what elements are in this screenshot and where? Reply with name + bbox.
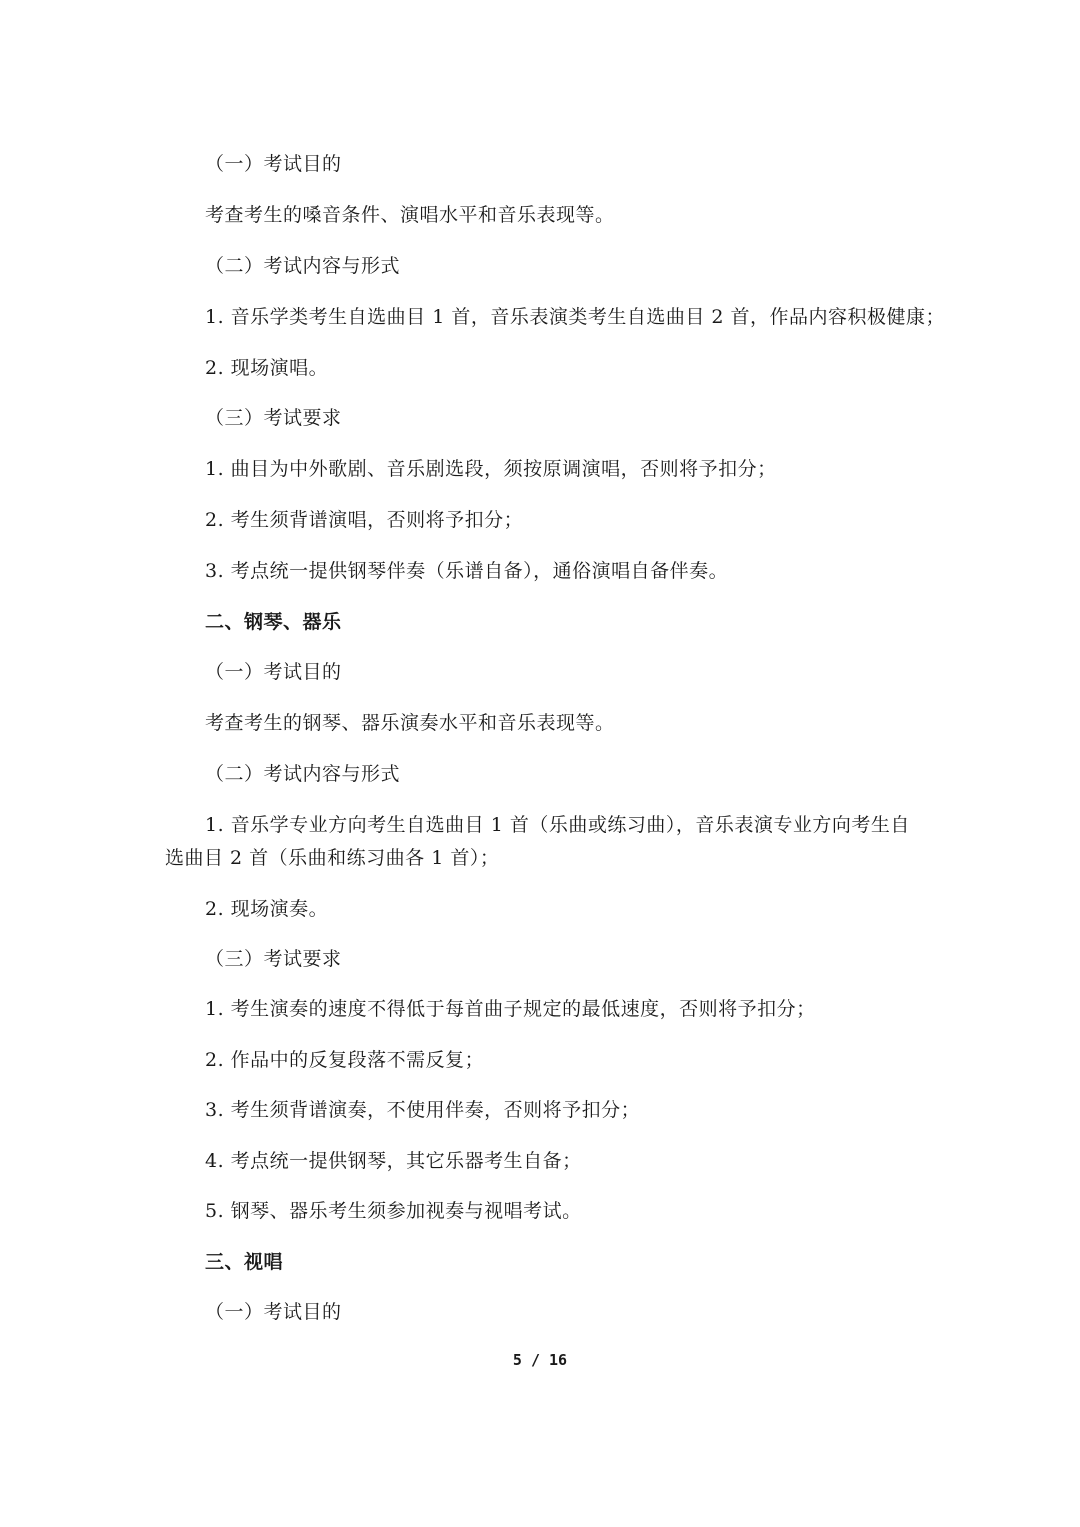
instrument-requirement-item-4: 4. 考点统一提供钢琴，其它乐器考生自备； [205,1150,582,1172]
instrument-requirement-item-2: 2. 作品中的反复段落不需反复； [205,1049,485,1071]
vocal-content-heading: （二）考试内容与形式 [205,255,401,277]
instrument-content-item-1-line-2: 选曲目 2 首（乐曲和练习曲各 1 首）； [165,847,500,869]
instrument-purpose-text: 考查考生的钢琴、器乐演奏水平和音乐表现等。 [205,712,615,734]
instrument-requirement-item-1: 1. 考生演奏的速度不得低于每首曲子规定的最低速度，否则将予扣分； [205,998,816,1020]
sight-singing-purpose-heading: （一）考试目的 [205,1301,342,1323]
sight-singing-section-title: 三、视唱 [205,1251,284,1273]
vocal-purpose-text: 考查考生的嗓音条件、演唱水平和音乐表现等。 [205,204,615,226]
vocal-requirement-item-1: 1. 曲目为中外歌剧、音乐剧选段，须按原调演唱，否则将予扣分； [205,458,777,480]
vocal-requirement-item-2: 2. 考生须背谱演唱，否则将予扣分； [205,509,524,531]
instrument-section-title: 二、钢琴、器乐 [205,611,342,633]
instrument-requirement-item-3: 3. 考生须背谱演奏，不使用伴奏，否则将予扣分； [205,1099,641,1121]
page-number: 5 / 16 [512,1351,568,1369]
instrument-content-heading: （二）考试内容与形式 [205,763,401,785]
vocal-requirements-heading: （三）考试要求 [205,407,342,429]
vocal-requirement-item-3: 3. 考点统一提供钢琴伴奏（乐谱自备），通俗演唱自备伴奏。 [205,560,729,582]
vocal-content-item-2: 2. 现场演唱。 [205,357,329,379]
instrument-purpose-heading: （一）考试目的 [205,661,342,683]
instrument-content-item-1-line-1: 1. 音乐学专业方向考生自选曲目 1 首（乐曲或练习曲），音乐表演专业方向考生自 [205,814,910,836]
vocal-content-item-1: 1. 音乐学类考生自选曲目 1 首，音乐表演类考生自选曲目 2 首，作品内容积极健康； [205,306,946,328]
instrument-requirements-heading: （三）考试要求 [205,948,342,970]
instrument-content-item-2: 2. 现场演奏。 [205,898,329,920]
vocal-purpose-heading: （一）考试目的 [205,153,342,175]
instrument-requirement-item-5: 5. 钢琴、器乐考生须参加视奏与视唱考试。 [205,1200,582,1222]
